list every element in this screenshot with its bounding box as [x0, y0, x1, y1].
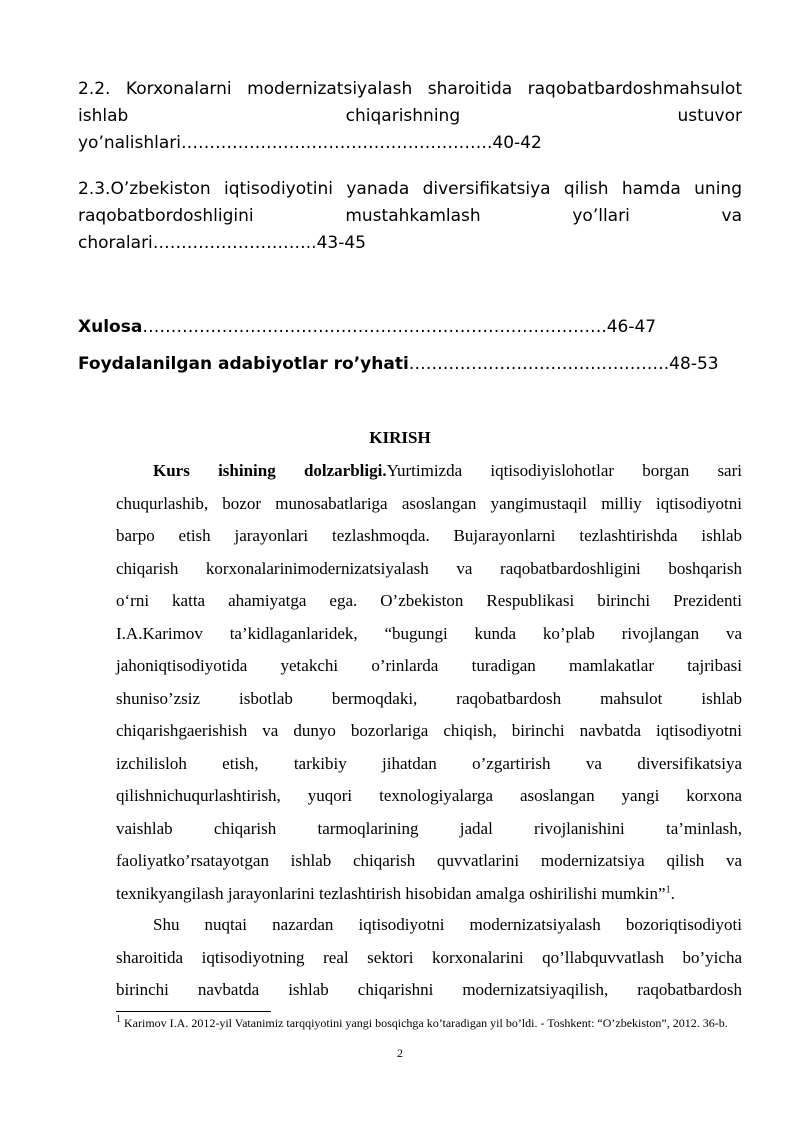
toc-line: 2.3.O’zbekiston iqtisodiyotini yanada diversifikatsiya qilish hamda uning: [78, 179, 742, 199]
intro-paragraph-2: [116, 909, 742, 1007]
paragraph-line: I.A.Karimov ta’kidlaganlaridek, “bugungi kunda ko’plab rivojlangan va: [116, 623, 742, 643]
paragraph-line: chiqarishgaerishish va dunyo bozorlariga chiqish, birinchi navbatda iqtisodiyotni: [116, 721, 742, 740]
footnote-number: 1: [116, 1014, 121, 1025]
paragraph-line: vaishlab chiqarish tarmoqlarining jadal rivojlanishini ta’minlash,: [116, 818, 742, 838]
toc-entry-2-3: [78, 176, 742, 257]
footnote-divider: [116, 1011, 271, 1012]
toc-references-title: Foydalanilgan adabiyotlar ro’yhati: [78, 354, 409, 374]
toc-line: raqobatbordoshligini mustahkamlash yo’llari va: [78, 206, 742, 226]
paragraph-line: chiqarish korxonalarinimodernizatsiyalash va raqobatbardoshligini boshqarish: [116, 558, 742, 578]
footnote: [116, 1016, 746, 1031]
paragraph-line: shuniso’zsiz isbotlab bermoqdaki, raqobatbardosh mahsulot ishlab: [116, 688, 742, 708]
footnote-text: Karimov I.A. 2012-yil Vatanimiz tarqqiyotini yangi bosqichga ko’taradigan yil bo’ldi. - Toshkent: “O’zbekiston”, 2012. 36-b.: [121, 1016, 728, 1030]
paragraph-line: barpo etish jarayonlari tezlashmoqda. Bujarayonlarni tezlashtirishda ishlab: [116, 526, 742, 545]
paragraph-line: jahoniqtisodiyotida yetakchi o’rinlarda turadigan mamlakatlar tajribasi: [116, 656, 742, 675]
footnote-ref[interactable]: 1: [665, 883, 671, 895]
paragraph-line: qilishnichuqurlashtirish, yuqori texnologiyalarga asoslangan yangi korxona: [116, 786, 742, 805]
paragraph-line: Shu nuqtai nazardan iqtisodiyotni modernizatsiyalash bozoriqtisodiyoti: [153, 915, 742, 934]
toc-line: choralari………………………..43-45: [78, 233, 366, 253]
toc-entry-conclusion: [78, 314, 742, 341]
paragraph-line: o‘rni katta ahamiyatga ega. O’zbekiston Respublikasi birinchi Prezidenti: [116, 591, 742, 610]
toc-line: yo’nalishlari……………………………………………….40-42: [78, 133, 542, 153]
page-number: 2: [397, 1046, 403, 1060]
toc-conclusion-pages: ……………………………………………………………………….46-47: [142, 317, 657, 337]
paragraph-line: faoliyatko’rsatayotgan ishlab chiqarish quvvatlarini modernizatsiya qilish va: [116, 851, 742, 870]
paragraph-line: texnikyangilash jarayonlarini tezlashtirish hisobidan amalga oshirilishi mumkin”$^1$.: [116, 883, 675, 903]
intro-paragraph-1: [116, 455, 742, 910]
toc-entry-2-2: [78, 76, 742, 157]
paragraph-line: izchilisloh etish, tarkibiy jihatdan o’zgartirish va diversifikatsiya: [116, 753, 742, 773]
paragraph-line: sharoitida iqtisodiyotning real sektori korxonalarini qo’llabquvvatlash bo’yicha: [116, 947, 742, 967]
paragraph-line: Kurs ishining dolzarbligi.Yurtimizda iqtisodiyislohotlar borgan sari: [153, 461, 742, 480]
toc-line: ishlab chiqarishning ustuvor: [78, 106, 742, 126]
toc-conclusion-title: Xulosa: [78, 317, 143, 337]
paragraph-line: birinchi navbatda ishlab chiqarishni modernizatsiyaqilish, raqobatbardosh: [116, 980, 742, 999]
toc-entry-references: [78, 351, 742, 378]
section-heading: KIRISH: [369, 428, 431, 447]
toc-line: 2.2. Korxonalarni modernizatsiyalash sharoitida raqobatbardoshmahsulot: [78, 79, 742, 99]
paragraph-lead: Kurs ishining dolzarbligi.: [153, 461, 387, 480]
toc-references-pages: ……………………………………….48-53: [408, 354, 719, 374]
paragraph-line: chuqurlashib, bozor munosabatlariga asoslangan yangimustaqil milliy iqtisodiyotni: [116, 493, 742, 513]
